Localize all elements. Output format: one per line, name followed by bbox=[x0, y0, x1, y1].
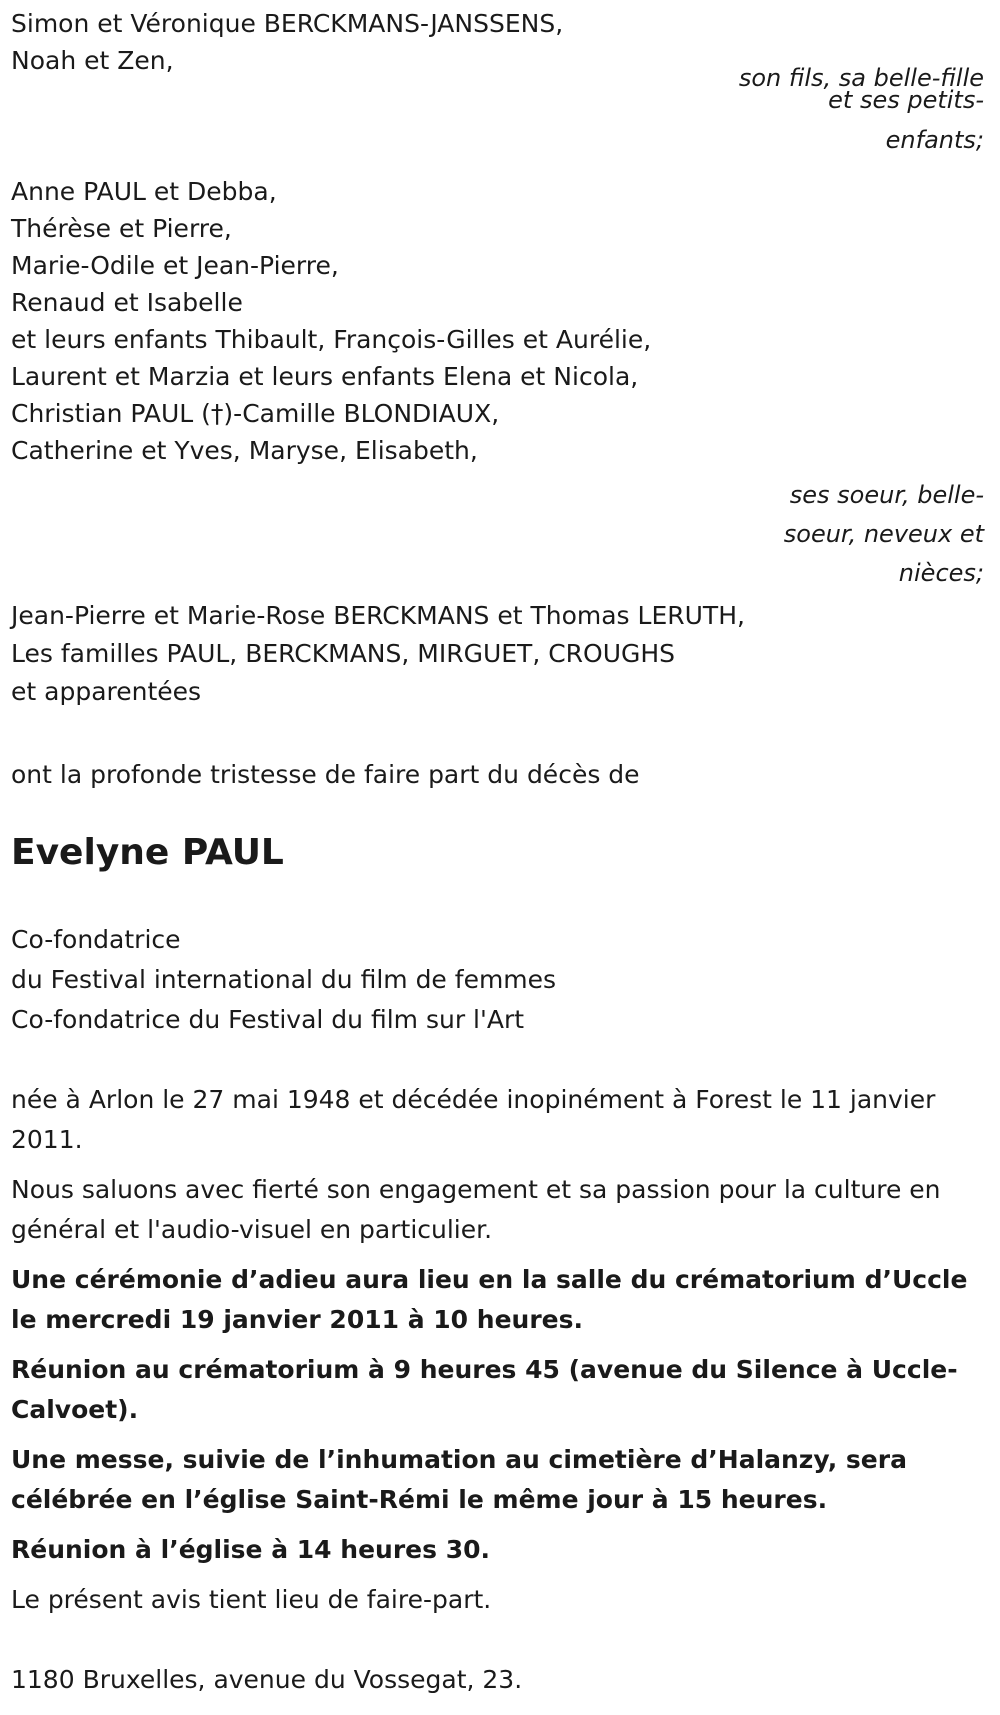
address-text: 1180 Bruxelles, avenue du Vossegat, 23. bbox=[11, 1665, 523, 1694]
relation-label: enfants; bbox=[885, 126, 984, 154]
family-line: Anne PAUL et Debba, bbox=[11, 177, 277, 206]
family-line: Jean-Pierre et Marie-Rose BERCKMANS et Thomas LERUTH, bbox=[11, 601, 745, 630]
title-line: Co-fondatrice du Festival du film sur l'Art bbox=[11, 1005, 525, 1034]
relation-label: soeur, neveux et bbox=[783, 520, 984, 548]
ceremony-text: Une cérémonie d’adieu aura lieu en la salle du crématorium d’Uccle le mercredi 19 janvier 2011 à 10 heures. bbox=[11, 1265, 968, 1334]
family-line: Laurent et Marzia et leurs enfants Elena et Nicola, bbox=[11, 362, 639, 391]
family-line: Noah et Zen, bbox=[11, 46, 174, 75]
family-line: Thérèse et Pierre, bbox=[11, 214, 232, 243]
family-line: Renaud et Isabelle bbox=[11, 288, 243, 317]
family-line: et apparentées bbox=[11, 677, 202, 706]
relation-label: son fils, sa belle-fille bbox=[738, 64, 984, 92]
tribute-text: Nous saluons avec fierté son engagement et sa passion pour la culture en général et l'audio-visuel en particulier. bbox=[11, 1175, 941, 1244]
family-line: Marie-Odile et Jean-Pierre, bbox=[11, 251, 339, 280]
family-line: Les familles PAUL, BERCKMANS, MIRGUET, CROUGHS bbox=[11, 639, 676, 668]
mass-text: Une messe, suivie de l’inhumation au cimetière d’Halanzy, sera célébrée en l’église Saint-Rémi le même jour à 15 heures. bbox=[11, 1445, 907, 1514]
family-line: Simon et Véronique BERCKMANS-JANSSENS, bbox=[11, 9, 564, 38]
deceased-name: Evelyne PAUL bbox=[11, 832, 284, 873]
family-line: Christian PAUL (†)-Camille BLONDIAUX, bbox=[11, 399, 500, 428]
relation-label: nièces; bbox=[898, 559, 984, 587]
birth-death-text: née à Arlon le 27 mai 1948 et décédée inopinément à Forest le 11 janvier 2011. bbox=[11, 1085, 936, 1154]
relation-label: et ses petits- bbox=[828, 86, 984, 114]
title-line: Co-fondatrice bbox=[11, 925, 181, 954]
family-line: et leurs enfants Thibault, François-Gilles et Aurélie, bbox=[11, 325, 652, 354]
family-line: Catherine et Yves, Maryse, Elisabeth, bbox=[11, 436, 478, 465]
title-line: du Festival international du film de femmes bbox=[11, 965, 557, 994]
announcement-text: ont la profonde tristesse de faire part du décès de bbox=[11, 760, 640, 789]
crematorium-meeting-text: Réunion au crématorium à 9 heures 45 (avenue du Silence à Uccle-Calvoet). bbox=[11, 1355, 958, 1424]
church-meeting-text: Réunion à l’église à 14 heures 30. bbox=[11, 1535, 490, 1564]
relation-label: ses soeur, belle- bbox=[789, 481, 984, 509]
notice-text: Le présent avis tient lieu de faire-part. bbox=[11, 1585, 492, 1614]
